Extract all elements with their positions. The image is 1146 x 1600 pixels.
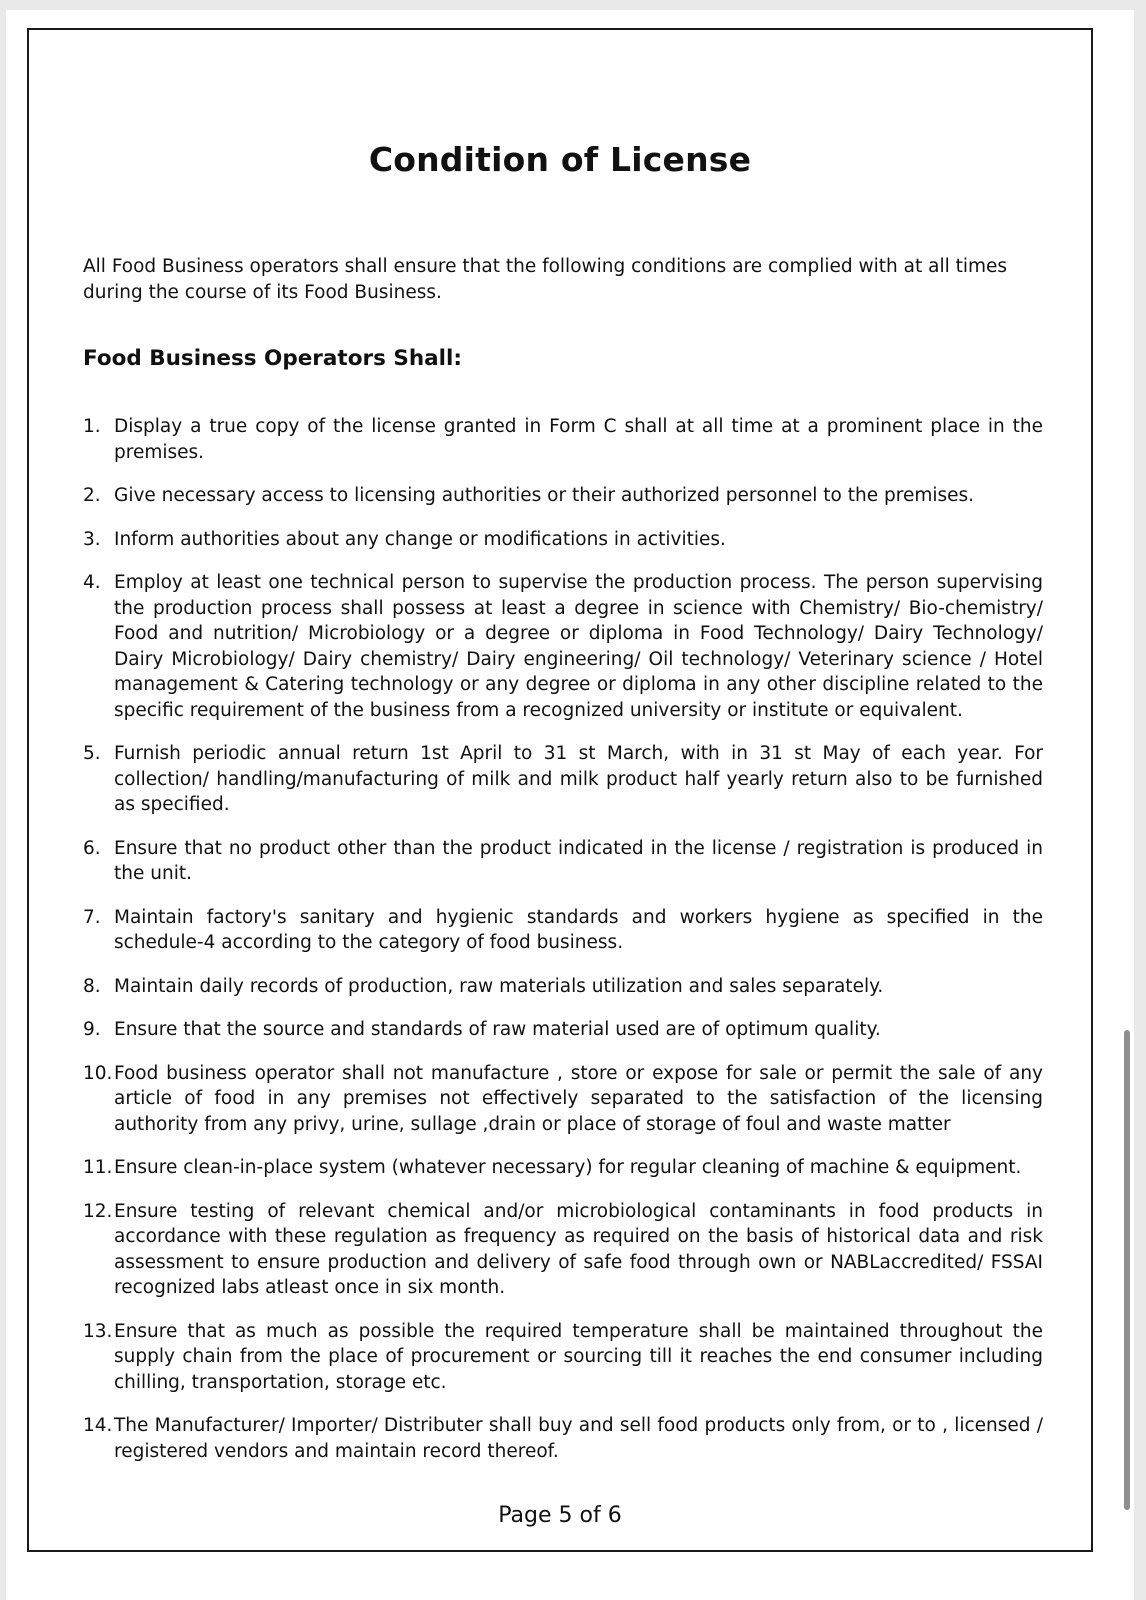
condition-number: 2. — [83, 485, 101, 506]
condition-item-6 — [83, 836, 1043, 887]
condition-item-14 — [83, 1413, 1043, 1464]
condition-number: 5. — [83, 743, 101, 764]
condition-text: The Manufacturer/ Importer/ Distributer shall buy and sell food products only from, or to , licensed / registered vendors and maintain record thereof. — [114, 1415, 1043, 1462]
condition-text: Maintain factory's sanitary and hygienic standards and workers hygiene as specified in the schedule-4 according to the category of food business. — [114, 906, 1043, 953]
section-heading: Food Business Operators Shall: — [83, 346, 462, 371]
conditions-list — [83, 414, 1043, 1482]
condition-item-12 — [83, 1199, 1043, 1301]
condition-number: 4. — [83, 572, 101, 593]
condition-item-4 — [83, 570, 1043, 723]
document-page — [27, 28, 1093, 1552]
condition-number: 1. — [83, 416, 101, 437]
condition-item-1 — [83, 414, 1043, 465]
condition-text: Give necessary access to licensing authorities or their authorized personnel to the premises. — [114, 485, 975, 506]
condition-text: Maintain daily records of production, raw materials utilization and sales separately. — [114, 975, 884, 997]
condition-text: Ensure that the source and standards of raw material used are of optimum quality. — [114, 1019, 881, 1040]
condition-number: 9. — [83, 1019, 101, 1040]
intro-paragraph: All Food Business operators shall ensure that the following conditions are complied with at all times during the course of its Food Business. — [83, 256, 1008, 303]
condition-item-3 — [83, 527, 1043, 553]
condition-number: 12. — [83, 1200, 113, 1222]
condition-item-5 — [83, 741, 1043, 818]
condition-number: 10. — [83, 1062, 113, 1084]
condition-number: 13. — [83, 1320, 113, 1342]
condition-item-9 — [83, 1017, 1043, 1043]
condition-text: Ensure clean-in-place system (whatever necessary) for regular cleaning of machine & equipment. — [114, 1157, 1022, 1178]
condition-item-2 — [83, 483, 1043, 509]
condition-text: Furnish periodic annual return 1st April to 31 st March, with in 31 st May of each year. For collection/ handling/manufacturing of milk and milk product half yearly return also to be furnished as specified. — [114, 743, 1043, 815]
condition-text: Ensure testing of relevant chemical and/or microbiological contaminants in food products in accordance with these regulation as frequency as required on the basis of historical data and risk assessment to ensure production and delivery of safe food through own or NABLaccredited/ FSSAI recognized labs atleast once in six month. — [114, 1200, 1043, 1298]
condition-text: Ensure that no product other than the product indicated in the license / registration is produced in the unit. — [114, 837, 1043, 884]
vertical-scrollbar[interactable] — [1124, 1030, 1130, 1510]
condition-text: Ensure that as much as possible the required temperature shall be maintained throughout the supply chain from the place of procurement or sourcing till it reaches the end consumer including chilling, transportation, storage etc. — [114, 1320, 1043, 1393]
condition-number: 11. — [83, 1157, 113, 1178]
condition-number: 14. — [83, 1415, 113, 1436]
page-number: Page 5 of 6 — [498, 1503, 622, 1528]
condition-item-7 — [83, 905, 1043, 956]
condition-item-10 — [83, 1061, 1043, 1138]
condition-text: Display a true copy of the license granted in Form C shall at all time at a prominent place in the premises. — [114, 416, 1043, 463]
condition-number: 8. — [83, 975, 101, 997]
condition-number: 7. — [83, 906, 101, 928]
condition-number: 3. — [83, 528, 101, 550]
page-title: Condition of License — [368, 140, 752, 179]
condition-number: 6. — [83, 837, 101, 859]
condition-text: Food business operator shall not manufacture , store or expose for sale or permit the sale of any article of food in any premises not effectively separated to the satisfaction of the licensing authority from any privy, urine, sullage ,drain or place of storage of foul and waste matter — [114, 1062, 1043, 1135]
condition-text: Employ at least one technical person to supervise the production process. The person supervising the production process shall possess at least a degree in science with Chemistry/ Bio-chemistry/ Food and nutrition/ Microbiology or a degree or diploma in Food Technology/ Dairy Technology/ Dairy Microbiology/ Dairy chemistry/ Dairy engineering/ Oil technology/ Veterinary science / Hotel management & Catering technology or any degree or diploma in any other discipline related to the specific requirement of the business from a recognized university or institute or equivalent. — [114, 572, 1043, 721]
document-viewer — [6, 10, 1134, 1600]
condition-text: Inform authorities about any change or modifications in activities. — [114, 528, 726, 550]
condition-item-13 — [83, 1319, 1043, 1396]
condition-item-8 — [83, 974, 1043, 1000]
condition-item-11 — [83, 1155, 1043, 1181]
